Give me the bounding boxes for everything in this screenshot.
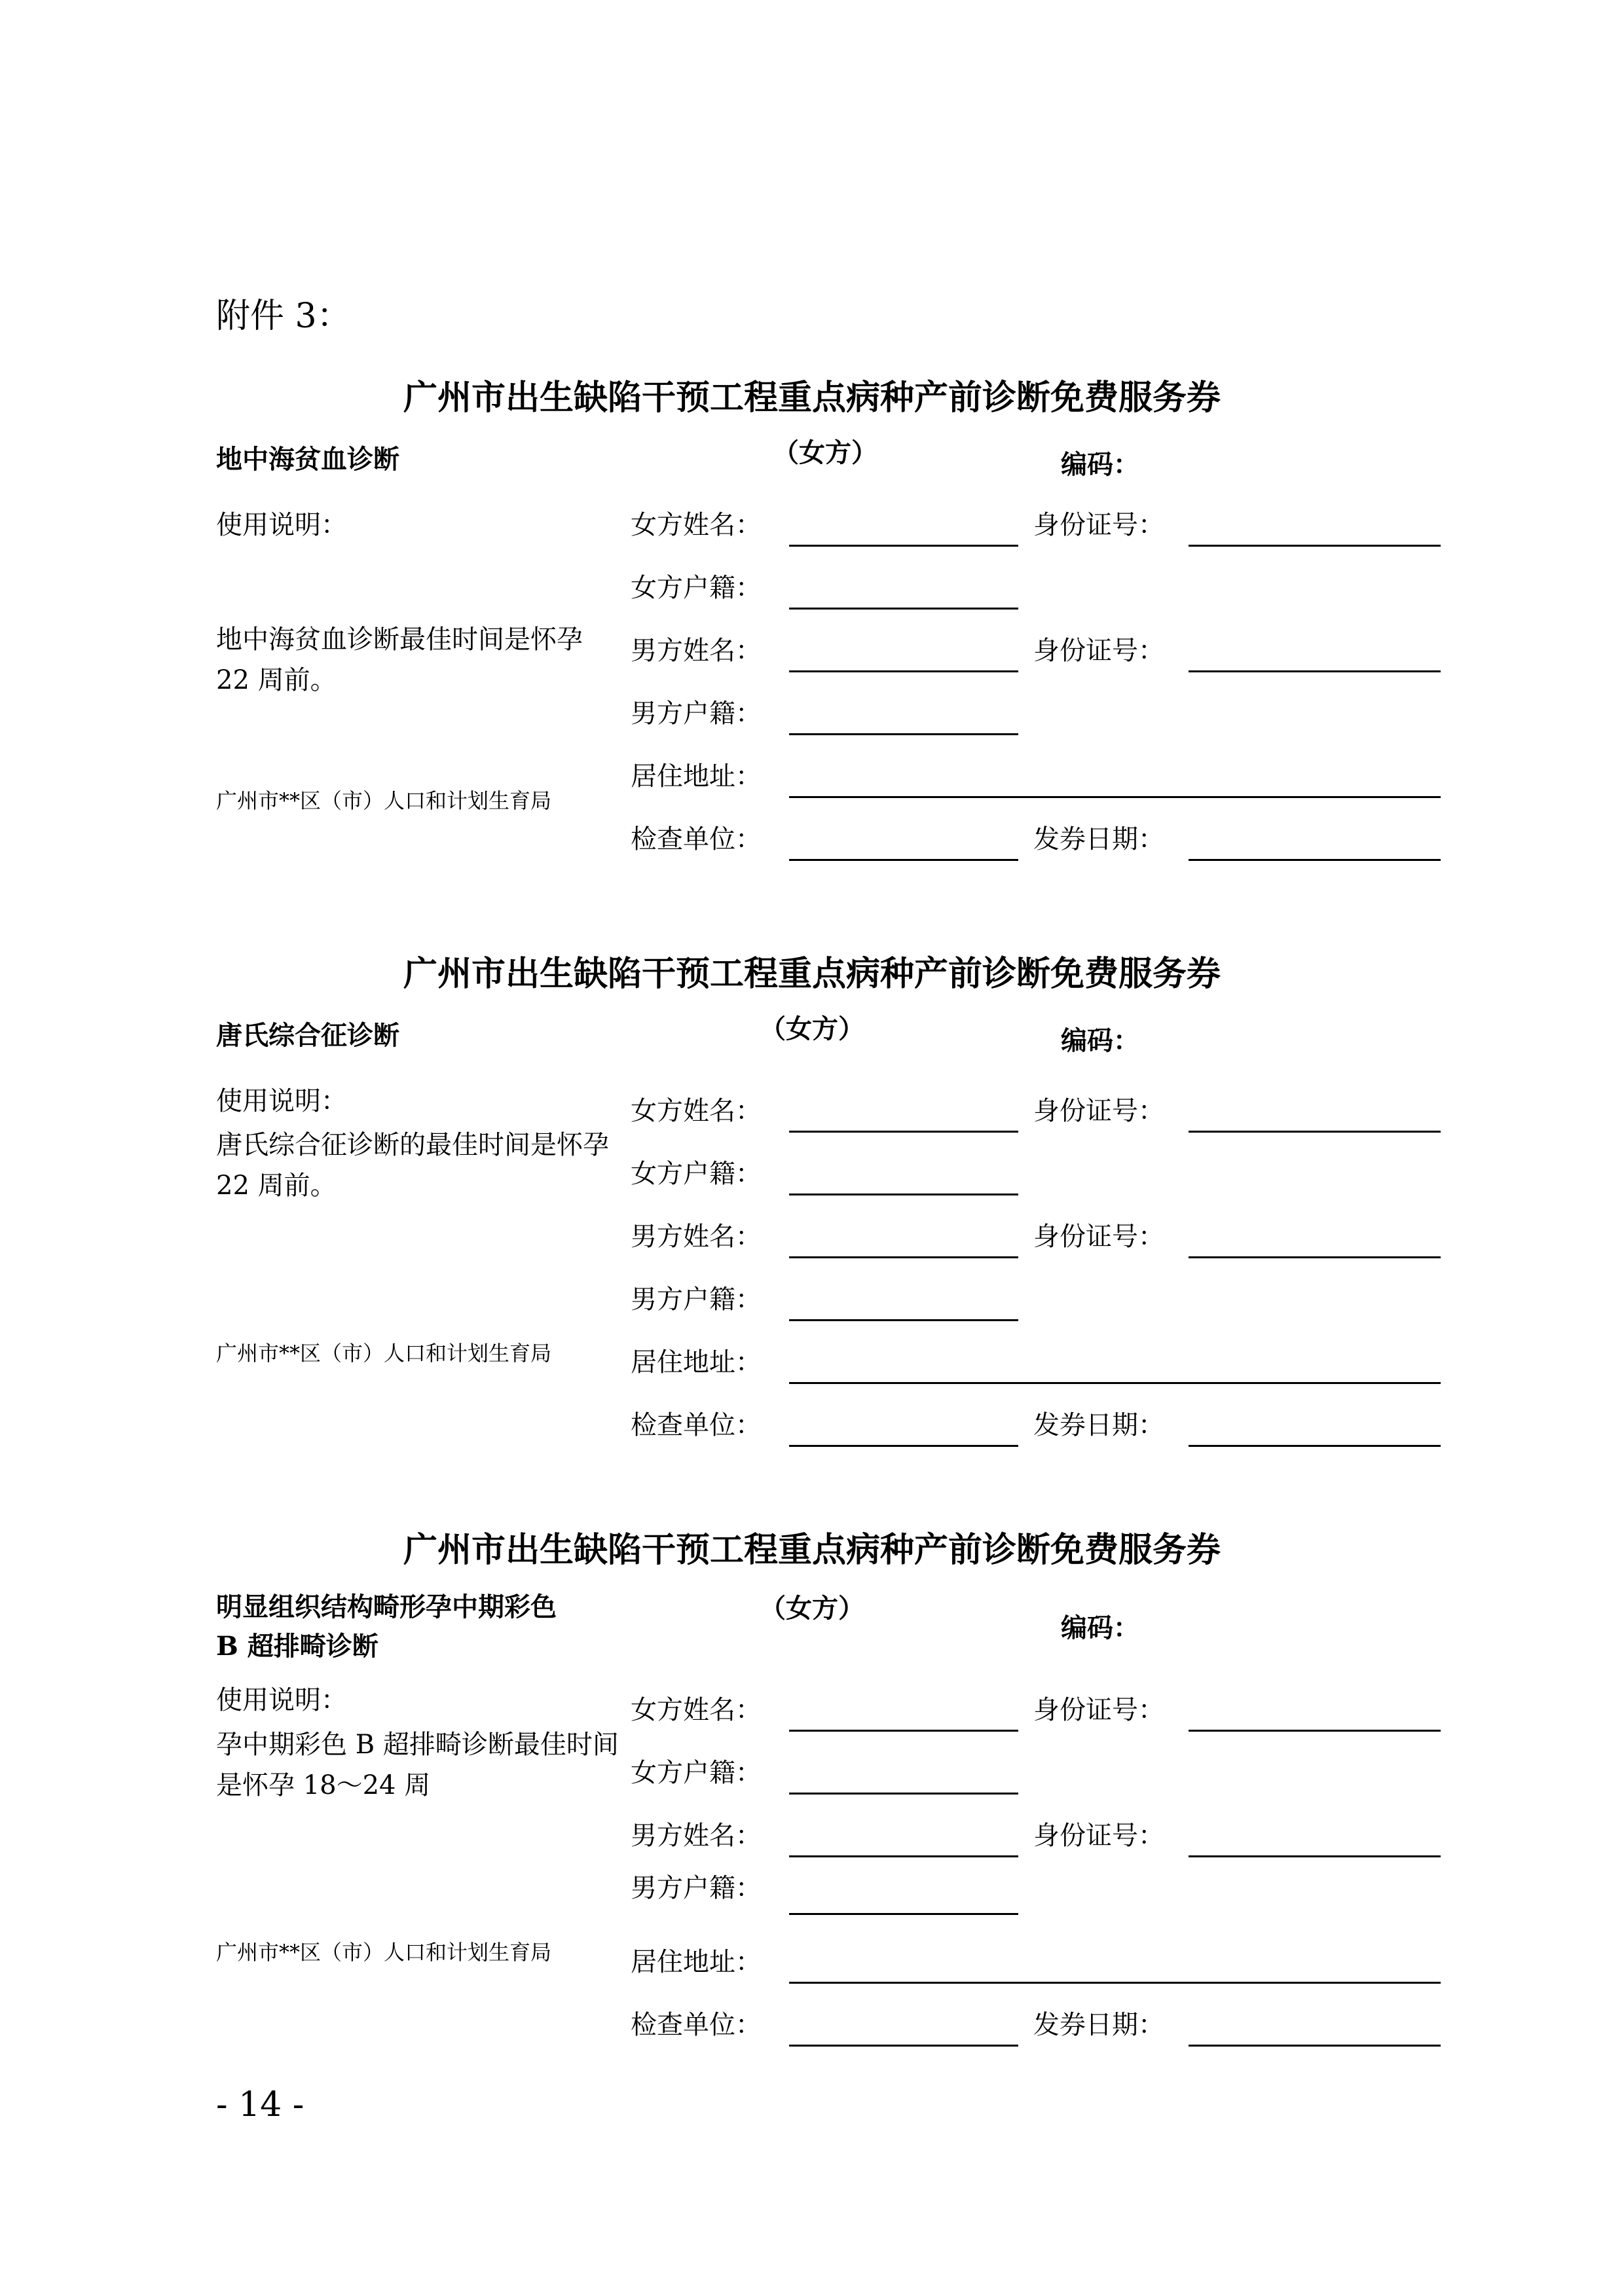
male-household-label: 男方户籍： [631, 1873, 762, 1903]
attachment-label: 附件 3： [216, 297, 351, 336]
female-id-label: 身份证号： [1033, 1096, 1164, 1126]
voucher-title: 广州市出生缺陷干预工程重点病种产前诊断免费服务券 [403, 378, 1221, 418]
male-name-field[interactable] [789, 1256, 1018, 1258]
issue-date-label: 发券日期： [1033, 2010, 1164, 2040]
issue-date-field[interactable] [1189, 2045, 1441, 2047]
female-tag: （女方） [773, 437, 877, 468]
male-id-label: 身份证号： [1033, 636, 1164, 666]
male-id-field[interactable] [1189, 1256, 1441, 1258]
code-label: 编码： [1061, 1025, 1139, 1056]
diagnosis-name-line1: 明显组织结构畸形孕中期彩色 [216, 1592, 557, 1622]
usage-description: 孕中期彩色 B 超排畸诊断最佳时间是怀孕 18～24 周 [216, 1730, 619, 1800]
diagnosis-name: 地中海贫血诊断 [216, 444, 399, 475]
issue-date-label: 发券日期： [1033, 1410, 1164, 1440]
male-name-field[interactable] [789, 1855, 1018, 1857]
female-household-label: 女方户籍： [631, 1758, 762, 1788]
address-label: 居住地址： [631, 1947, 762, 1977]
usage-label: 使用说明： [216, 1685, 347, 1715]
male-household-field[interactable] [789, 733, 1018, 735]
diagnosis-name: 唐氏综合征诊断 [216, 1020, 399, 1051]
female-id-label: 身份证号： [1033, 1695, 1164, 1725]
female-household-label: 女方户籍： [631, 1159, 762, 1189]
usage-label: 使用说明： [216, 1086, 347, 1116]
address-field[interactable] [789, 1982, 1441, 1984]
issuer-label: 广州市**区（市）人口和计划生育局 [216, 1341, 552, 1366]
code-label: 编码： [1061, 1613, 1139, 1643]
male-name-label: 男方姓名： [631, 636, 762, 666]
address-label: 居住地址： [631, 1347, 762, 1377]
usage-label: 使用说明： [216, 510, 347, 540]
female-name-field[interactable] [789, 1730, 1018, 1732]
female-name-field[interactable] [789, 545, 1018, 547]
male-id-field[interactable] [1189, 1855, 1441, 1857]
voucher-title: 广州市出生缺陷干预工程重点病种产前诊断免费服务券 [403, 1530, 1221, 1570]
issue-date-field[interactable] [1189, 1445, 1441, 1447]
female-household-field[interactable] [789, 1793, 1018, 1795]
address-label: 居住地址： [631, 761, 762, 792]
female-household-label: 女方户籍： [631, 573, 762, 603]
male-name-label: 男方姓名： [631, 1222, 762, 1252]
female-name-label: 女方姓名： [631, 510, 762, 540]
female-id-label: 身份证号： [1033, 510, 1164, 540]
address-field[interactable] [789, 796, 1441, 798]
female-tag: （女方） [760, 1593, 864, 1624]
voucher-title: 广州市出生缺陷干预工程重点病种产前诊断免费服务券 [403, 954, 1221, 994]
female-name-field[interactable] [789, 1131, 1018, 1133]
usage-description: 唐氏综合征诊断的最佳时间是怀孕 22 周前。 [216, 1130, 609, 1201]
male-name-label: 男方姓名： [631, 1821, 762, 1851]
address-field[interactable] [789, 1382, 1441, 1384]
male-id-field[interactable] [1189, 670, 1441, 672]
exam-unit-label: 检查单位： [631, 824, 762, 854]
male-household-label: 男方户籍： [631, 699, 762, 729]
male-household-field[interactable] [789, 1319, 1018, 1321]
exam-unit-label: 检查单位： [631, 2010, 762, 2040]
female-name-label: 女方姓名： [631, 1695, 762, 1725]
male-household-field[interactable] [789, 1913, 1018, 1915]
issuer-label: 广州市**区（市）人口和计划生育局 [216, 788, 552, 813]
diagnosis-name-line2: B 超排畸诊断 [216, 1631, 378, 1662]
female-tag: （女方） [760, 1013, 864, 1044]
female-id-field[interactable] [1189, 545, 1441, 547]
exam-unit-field[interactable] [789, 859, 1018, 861]
issuer-label: 广州市**区（市）人口和计划生育局 [216, 1940, 552, 1965]
female-household-field[interactable] [789, 608, 1018, 610]
usage-description: 地中海贫血诊断最佳时间是怀孕 22 周前。 [216, 625, 583, 695]
issue-date-field[interactable] [1189, 859, 1441, 861]
female-id-field[interactable] [1189, 1131, 1441, 1133]
male-id-label: 身份证号： [1033, 1821, 1164, 1851]
male-id-label: 身份证号： [1033, 1222, 1164, 1252]
exam-unit-field[interactable] [789, 2045, 1018, 2047]
female-name-label: 女方姓名： [631, 1096, 762, 1126]
page-number: - 14 - [216, 2085, 304, 2124]
male-household-label: 男方户籍： [631, 1285, 762, 1315]
exam-unit-label: 检查单位： [631, 1410, 762, 1440]
code-label: 编码： [1061, 449, 1139, 480]
female-id-field[interactable] [1189, 1730, 1441, 1732]
issue-date-label: 发券日期： [1033, 824, 1164, 854]
exam-unit-field[interactable] [789, 1445, 1018, 1447]
female-household-field[interactable] [789, 1194, 1018, 1195]
male-name-field[interactable] [789, 670, 1018, 672]
